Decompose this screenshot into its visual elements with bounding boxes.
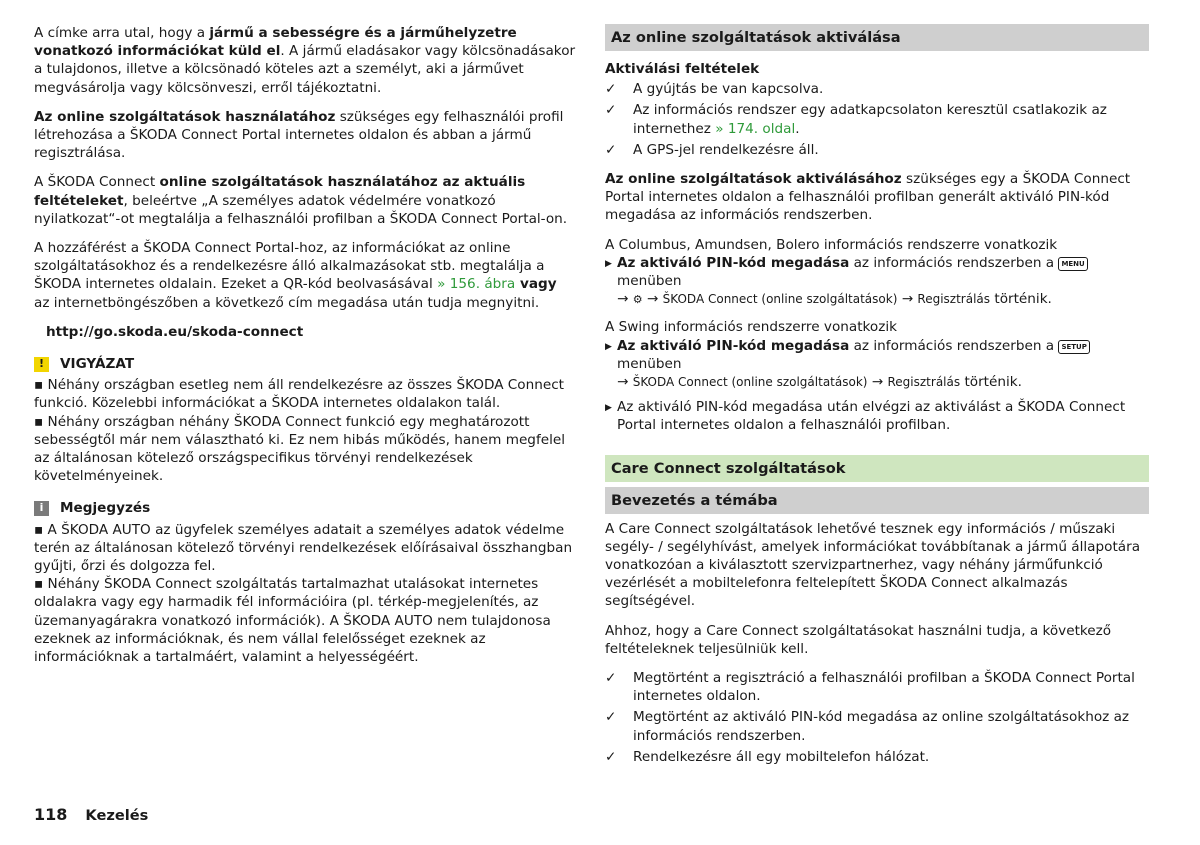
condition-item bbox=[605, 80, 1149, 98]
step-triangle-icon: ▶ bbox=[605, 403, 612, 414]
menu-key: MENU bbox=[1058, 257, 1087, 271]
warning-item: ▪ Néhány országban néhány ŠKODA Connect funkció egy meghatározott sebességtől már nem választható ki. Ez nem hibás működés, hanem megfelel az általánosan kötelező országspecifikus törvényi rendelkezések követelményeinek. bbox=[34, 413, 566, 485]
condition-item bbox=[605, 101, 1149, 137]
page-link[interactable]: » 174. oldal bbox=[715, 120, 796, 137]
text: . A jármű eladásakor vagy kölcsönadásakor a tulajdonos, illetve a kölcsönadó köteles azt a személyt, aki a járművet megvásárolja vagy kölcsönveszi, erről tájékoztatni. bbox=[34, 43, 576, 96]
warning-header bbox=[34, 355, 576, 373]
text: Megtörtént a regisztráció a felhasználói profilban a ŠKODA Connect Portal internetes oldalon. bbox=[633, 670, 1135, 705]
check-icon: ✓ bbox=[605, 748, 617, 765]
warning-title: VIGYÁZAT bbox=[60, 356, 135, 373]
text: A gyújtás be van kapcsolva. bbox=[633, 81, 824, 98]
bold-text: Az aktiváló PIN-kód megadása bbox=[617, 337, 850, 354]
note-item: ▪ A ŠKODA AUTO az ügyfelek személyes adatait a személyes adatok védelme terén az általánosan kötelező törvényi rendelkezések előírásaival összhangban gyűjti, őrzi és dolgozza fel. bbox=[34, 521, 573, 575]
info-icon: i bbox=[34, 501, 49, 516]
check-icon: ✓ bbox=[605, 670, 617, 687]
text: Megtörtént az aktiváló PIN-kód megadása az online szolgáltatásokhoz az információs rendszerben. bbox=[633, 709, 1130, 744]
columbus-step bbox=[605, 254, 1149, 310]
columbus-intro: A Columbus, Amundsen, Bolero információs rendszerre vonatkozik bbox=[605, 236, 1058, 253]
text: az információs rendszerben a bbox=[849, 337, 1059, 354]
check-icon: ✓ bbox=[605, 102, 617, 119]
arrow: → bbox=[617, 291, 629, 308]
gear-icon: ⚙ bbox=[632, 293, 643, 307]
text: az információs rendszerben a bbox=[849, 254, 1059, 271]
condition-item bbox=[605, 141, 1149, 159]
menu-path-item: ŠKODA Connect (online szolgáltatások) bbox=[632, 375, 868, 390]
bold-text: vagy bbox=[515, 276, 557, 293]
requirement-item bbox=[605, 748, 1149, 766]
text: történik. bbox=[990, 291, 1052, 308]
paragraph-portal-access bbox=[34, 239, 576, 312]
text: szükséges egy a ŠKODA Connect Portal internetes oldalon a felhasználói profilban generált aktiváló PIN-kód megadása az információs rendszerben. bbox=[605, 171, 1131, 224]
text: . bbox=[795, 120, 800, 137]
menu-path-item: Regisztrálás bbox=[917, 292, 991, 307]
requirement-item bbox=[605, 669, 1149, 705]
bold-text: Az online szolgáltatások használatához bbox=[34, 108, 336, 125]
footer-section: Kezelés bbox=[85, 807, 149, 824]
text: menüben bbox=[617, 273, 682, 290]
bold-text: jármű a sebességre és a járműhelyzetre vonatkozó információkat küld el bbox=[34, 25, 517, 60]
arrow: → bbox=[871, 374, 884, 391]
arrow: → bbox=[901, 291, 914, 308]
text: A GPS-jel rendelkezésre áll. bbox=[633, 141, 819, 158]
paragraph-activation bbox=[605, 170, 1149, 225]
step-triangle-icon: ▶ bbox=[605, 258, 612, 269]
setup-key: SETUP bbox=[1058, 340, 1089, 354]
section-header-online-activation: Az online szolgáltatások aktiválása bbox=[605, 24, 1149, 51]
left-column bbox=[34, 24, 576, 680]
section-header-care-connect: Care Connect szolgáltatások bbox=[605, 455, 1149, 482]
paragraph-label-info bbox=[34, 24, 576, 97]
warning-icon: ! bbox=[34, 357, 49, 372]
intro-paragraph: A Care Connect szolgáltatások lehetővé tesznek egy információs / műszaki segély- / segélyhívást, amelyek információkat továbbítanak a jármű állapotára vonatkozóan a kiválasztott szervizpartnerhez, vagy néhány járműfunkció vezérlését a mobiltelefonra feltelepített ŠKODA Connect alkalmazás segítségével. bbox=[605, 520, 1141, 610]
bold-text: Az online szolgáltatások aktiválásához bbox=[605, 171, 902, 188]
text: az internetböngészőben a következő cím megadása után tudja megnyitni. bbox=[34, 294, 540, 311]
bold-text: online szolgáltatások használatához az aktuális feltételeket bbox=[34, 174, 526, 209]
note-box bbox=[34, 499, 576, 666]
conditions-title: Aktiválási feltételek bbox=[605, 61, 760, 77]
warning-item: ▪ Néhány országban esetleg nem áll rendelkezésre az összes ŠKODA Connect funkció. Közelebbi információkat a ŠKODA internetes oldalakon talál. bbox=[34, 377, 565, 412]
text: A címke arra utal, hogy a bbox=[34, 25, 210, 41]
text: menüben bbox=[617, 355, 682, 372]
after-pin-step bbox=[605, 398, 1149, 434]
section-header-intro: Bevezetés a témába bbox=[605, 487, 1149, 514]
text: A ŠKODA Connect bbox=[34, 174, 160, 191]
note-title: Megjegyzés bbox=[60, 500, 151, 517]
requirement-item bbox=[605, 708, 1149, 744]
figure-link[interactable]: » 156. ábra bbox=[437, 276, 516, 293]
menu-path-item: Regisztrálás bbox=[887, 375, 961, 390]
text: Az információs rendszer egy adatkapcsolaton keresztül csatlakozik az internethez bbox=[633, 102, 1107, 137]
check-icon: ✓ bbox=[605, 81, 617, 98]
page-footer bbox=[34, 805, 148, 824]
arrow: → bbox=[617, 374, 629, 391]
page-number: 118 bbox=[34, 805, 68, 824]
warning-box bbox=[34, 355, 576, 485]
requirements-intro: Ahhoz, hogy a Care Connect szolgáltatásokat használni tudja, a következő feltételeknek teljesülniük kell. bbox=[605, 622, 1112, 657]
swing-intro: A Swing információs rendszerre vonatkozik bbox=[605, 319, 898, 336]
check-icon: ✓ bbox=[605, 141, 617, 158]
step-triangle-icon: ▶ bbox=[605, 341, 612, 352]
text: Rendelkezésre áll egy mobiltelefon hálózat. bbox=[633, 748, 930, 765]
paragraph-online-usage bbox=[34, 108, 576, 163]
text: szükséges egy felhasználói profil létrehozása a ŠKODA Connect Portal internetes oldalon és abban a jármű regisztrálása. bbox=[34, 108, 564, 162]
note-header bbox=[34, 499, 576, 517]
swing-step bbox=[605, 337, 1149, 392]
text: történik. bbox=[960, 374, 1022, 391]
text: Az aktiváló PIN-kód megadása után elvégzi az aktiválást a ŠKODA Connect Portal internetes oldalon a felhasználói profilban. bbox=[617, 399, 1126, 434]
arrow: → bbox=[646, 291, 659, 308]
right-column bbox=[605, 24, 1149, 769]
note-item: ▪ Néhány ŠKODA Connect szolgáltatás tartalmazhat utalásokat internetes oldalakra vagy egy harmadik fél információira (pl. térkép-megjelenítés, az üzemanyagárakra vonatkozó információk). A ŠKODA AUTO nem tulajdonosa ezeknek az információknak, és nem vállal felelősséget ezeknek az információknak a tartalmáért, valamint a helyességéért. bbox=[34, 576, 551, 666]
check-icon: ✓ bbox=[605, 709, 617, 726]
menu-path-item: ŠKODA Connect (online szolgáltatások) bbox=[662, 292, 898, 307]
bold-text: Az aktiváló PIN-kód megadása bbox=[617, 254, 850, 271]
portal-url[interactable]: http://go.skoda.eu/skoda-connect bbox=[46, 323, 304, 340]
paragraph-conditions bbox=[34, 173, 576, 228]
text: A hozzáférést a ŠKODA Connect Portal-hoz, az információkat az online szolgáltatásokhoz és a rendelkezésre álló alkalmazásokat stb. megtalálja a ŠKODA internetes oldalain. Ezeket a QR-kód beolvasásával bbox=[34, 240, 545, 293]
text: , beleértve „A személyes adatok védelmére vonatkozó nyilatkozat“-ot megtalálja a felhasználói profilban a ŠKODA Connect Portal-on. bbox=[34, 192, 568, 227]
